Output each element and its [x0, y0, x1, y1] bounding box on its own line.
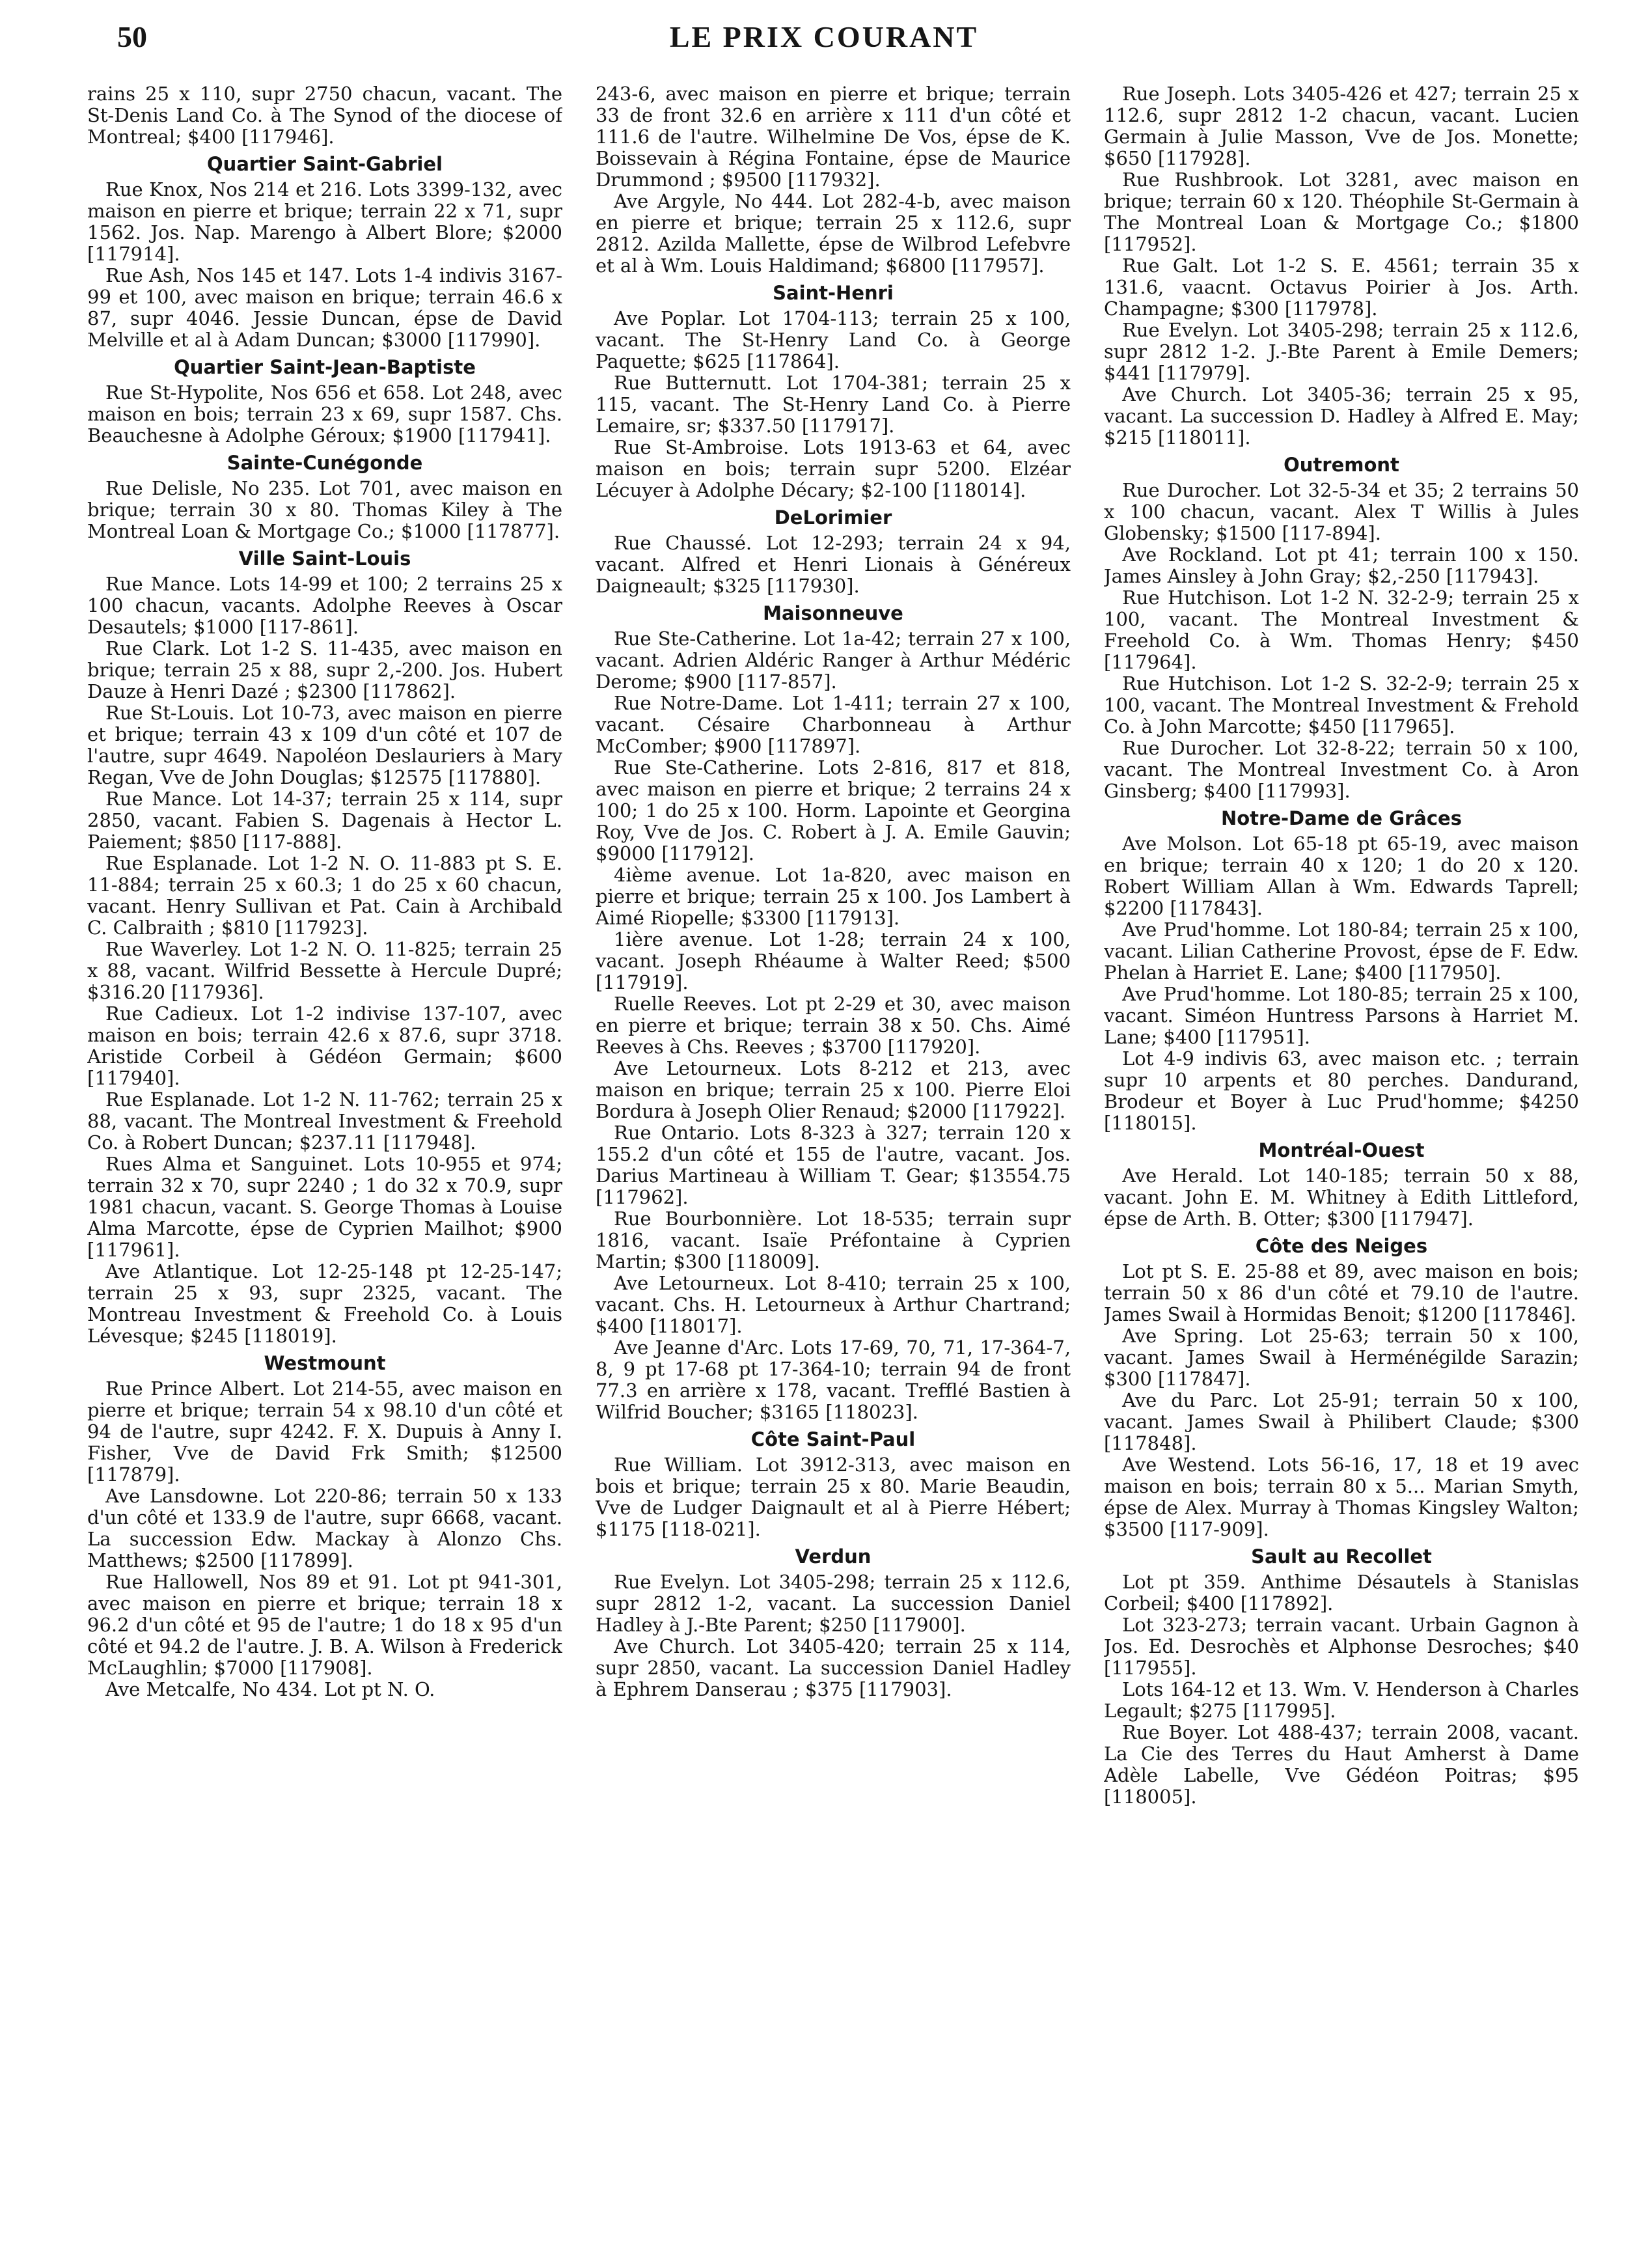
property-entry: Rue William. Lot 3912-313, avec maison en bois et brique; terrain 25 x 80. Marie Beaudin, Vve de Ludger Daignault et al à Pierre Hébert; $1175 [118-021].: [596, 1454, 1071, 1540]
property-entry: Ave Lansdowne. Lot 220-86; terrain 50 x 133 d'un côté et 133.9 de l'autre, supr 6668, vacant. La succession Edw. Mackay à Alonzo Chs. Matthews; $2500 [117899].: [87, 1485, 562, 1571]
continued-entry: rains 25 x 110, supr 2750 chacun, vacant. The St-Denis Land Co. à The Synod of the diocese of Montreal; $400 [117946].: [87, 83, 562, 148]
column-2: [596, 83, 1071, 2251]
property-entry: Rue Clark. Lot 1-2 S. 11-435, avec maison en brique; terrain 25 x 88, supr 2,-200. Jos. Hubert Dauze à Henri Dazé ; $2300 [117862].: [87, 637, 562, 702]
property-entry: 4ième avenue. Lot 1a-820, avec maison en pierre et brique; terrain 25 x 100. Jos Lambert à Aimé Riopelle; $3300 [117913].: [596, 864, 1071, 929]
property-entry: Rue St-Hypolite, Nos 656 et 658. Lot 248, avec maison en bois; terrain 23 x 69, supr 1587. Chs. Beauchesne à Adolphe Géroux; $1900 [117941].: [87, 381, 562, 447]
property-entry: Rue Chaussé. Lot 12-293; terrain 24 x 94, vacant. Alfred et Henri Lionais à Généreux Daigneault; $325 [117930].: [596, 532, 1071, 597]
property-entry: Ave Molson. Lot 65-18 pt 65-19, avec maison en brique; terrain 40 x 120; 1 do 20 x 120. Robert William Allan à Wm. Edwards Taprell; $2200 [117843].: [1104, 833, 1579, 919]
property-entry: Rue Boyer. Lot 488-437; terrain 2008, vacant. La Cie des Terres du Haut Amherst à Dame Adèle Labelle, Vve Gédéon Poitras; $95 [118005].: [1104, 1721, 1579, 1808]
property-entry: Rue Esplanade. Lot 1-2 N. O. 11-883 pt S. E. 11-884; terrain 25 x 60.3; 1 do 25 x 60 chacun, vacant. Henry Sullivan et Pat. Cain à Archibald C. Calbraith ; $810 [117923].: [87, 852, 562, 939]
section-heading: Quartier Saint-Jean-Baptiste: [174, 356, 476, 378]
property-entry: Ave Metcalfe, No 434. Lot pt N. O.: [105, 1678, 435, 1700]
page-number: 50: [117, 20, 147, 53]
property-entry: Rue Hutchison. Lot 1-2 N. 32-2-9; terrain 25 x 100, vacant. The Montreal Investment & Freehold Co. à Wm. Thomas Henry; $450 [117964].: [1104, 587, 1579, 673]
section-heading: Quartier Saint-Gabriel: [207, 153, 443, 175]
column-3: [1104, 83, 1579, 2251]
property-entry: Rues Alma et Sanguinet. Lots 10-955 et 974; terrain 32 x 70, supr 2240 ; 1 do 32 x 70.9, supr 1981 chacun, vacant. S. George Thomas à Louise Alma Marcotte, épse de Cyprien Mailhot; $900 [117961].: [87, 1153, 562, 1261]
property-entry: Rue Waverley. Lot 1-2 N. O. 11-825; terrain 25 x 88, vacant. Wilfrid Bessette à Hercule Dupré; $316.20 [117936].: [87, 938, 562, 1003]
property-entry: Lot 323-273; terrain vacant. Urbain Gagnon à Jos. Ed. Desrochès et Alphonse Desroches; $40 [117955].: [1104, 1614, 1579, 1679]
property-entry: Rue Cadieux. Lot 1-2 indivise 137-107, avec maison en bois; terrain 42.6 x 87.6, supr 3718. Aristide Corbeil à Gédéon Germain; $600 [117940].: [87, 1003, 562, 1089]
property-entry: Rue Ontario. Lots 8-323 à 327; terrain 120 x 155.2 d'un côté et 155 de l'autre, vacant. Jos. Darius Martineau à William T. Gear; $13554.75 [117962].: [596, 1122, 1071, 1208]
section-heading: DeLorimier: [774, 506, 892, 529]
property-entry: Ave du Parc. Lot 25-91; terrain 50 x 100, vacant. James Swail à Philibert Claude; $300 [117848].: [1104, 1389, 1579, 1454]
property-entry: Ave Argyle, No 444. Lot 282-4-b, avec maison en pierre et brique; terrain 25 x 112.6, supr 2812. Azilda Mallette, épse de Wilbrod Lefebvre et al à Wm. Louis Haldimand; $6800 [117957].: [596, 190, 1071, 277]
section-heading: Sainte-Cunégonde: [227, 452, 423, 474]
property-entry: Ruelle Reeves. Lot pt 2-29 et 30, avec maison en pierre et brique; terrain 38 x 50. Chs. Aimé Reeves à Chs. Reeves ; $3700 [117920].: [596, 993, 1071, 1058]
section-heading: Outremont: [1284, 454, 1399, 476]
property-entry: Rue Evelyn. Lot 3405-298; terrain 25 x 112.6, supr 2812 1-2. J.-Bte Parent à Emile Demers; $441 [117979].: [1104, 319, 1579, 384]
property-entry: Rue Durocher. Lot 32-8-22; terrain 50 x 100, vacant. The Montreal Investment Co. à Aron Ginsberg; $400 [117993].: [1104, 737, 1579, 802]
section-heading: Côte des Neiges: [1255, 1235, 1428, 1257]
journal-title: LE PRIX COURANT: [669, 20, 979, 53]
property-entry: Rue Joseph. Lots 3405-426 et 427; terrain 25 x 112.6, supr 2812 1-2 chacun, vacant. Lucien Germain à Julie Masson, Vve de Jos. Monette; $650 [117928].: [1104, 83, 1579, 169]
property-entry: Ave Spring. Lot 25-63; terrain 50 x 100, vacant. James Swail à Herménégilde Sarazin; $300 [117847].: [1104, 1325, 1579, 1390]
property-entry: Rue Mance. Lots 14-99 et 100; 2 terrains 25 x 100 chacun, vacants. Adolphe Reeves à Oscar Desautels; $1000 [117-861].: [87, 573, 562, 638]
property-entry: Rue Notre-Dame. Lot 1-411; terrain 27 x 100, vacant. Césaire Charbonneau à Arthur McComber; $900 [117897].: [596, 692, 1071, 757]
section-heading: Saint-Henri: [773, 282, 894, 304]
property-entry: Rue Hallowell, Nos 89 et 91. Lot pt 941-301, avec maison en pierre et brique; terrain 18 x 96.2 d'un côté et 95 de l'autre; 1 do 18 x 95 d'un côté et 94.2 de l'autre. J. B. A. Wilson à Frederick McLaughlin; $7000 [117908].: [87, 1571, 562, 1679]
section-heading: Montréal-Ouest: [1258, 1139, 1425, 1161]
property-entry: Ave Atlantique. Lot 12-25-148 pt 12-25-147; terrain 25 x 93, supr 2325, vacant. The Montreau Investment & Freehold Co. à Louis Lévesque; $245 [118019].: [87, 1260, 562, 1347]
text-columns: [87, 83, 1578, 2251]
property-entry: Rue Prince Albert. Lot 214-55, avec maison en pierre et brique; terrain 54 x 98.10 d'un côté et 94 de l'autre, supr 4242. F. X. Dupuis à Anny I. Fisher, Vve de David Frk Smith; $12500 [117879].: [87, 1377, 562, 1486]
property-entry: Rue St-Ambroise. Lots 1913-63 et 64, avec maison en bois; terrain supr 5200. Elzéar Lécuyer à Adolphe Décary; $2-100 [118014].: [596, 436, 1071, 501]
property-entry: Ave Rockland. Lot pt 41; terrain 100 x 150. James Ainsley à John Gray; $2,-250 [117943].: [1104, 544, 1579, 587]
property-entry: Rue Hutchison. Lot 1-2 S. 32-2-9; terrain 25 x 100, vacant. The Montreal Investment & Frehold Co. à John Marcotte; $450 [117965].: [1104, 672, 1579, 738]
property-entry: Lots 164-12 et 13. Wm. V. Henderson à Charles Legault; $275 [117995].: [1104, 1678, 1579, 1722]
property-entry: Ave Jeanne d'Arc. Lots 17-69, 70, 71, 17-364-7, 8, 9 pt 17-68 pt 17-364-10; terrain 94 de front 77.3 en arrière x 178, vacant. Trefflé Bastien à Wilfrid Boucher; $3165 [118023].: [596, 1336, 1071, 1423]
continued-entry: 243-6, avec maison en pierre et brique; terrain 33 de front 32.6 en arrière x 111 d'un côté et 111.6 de l'autre. Wilhelmine De Vos, épse de K. Boissevain à Régina Fontaine, épse de Maurice Drummond ; $9500 [117932].: [596, 83, 1071, 191]
property-entry: Ave Prud'homme. Lot 180-84; terrain 25 x 100, vacant. Lilian Catherine Provost, épse de F. Edw. Phelan à Harriet E. Lane; $400 [117950].: [1104, 919, 1579, 984]
property-entry: Rue Ash, Nos 145 et 147. Lots 1-4 indivis 3167-99 et 100, avec maison en brique; terrain 46.6 x 87, supr 4046. Jessie Duncan, épse de David Melville et al à Adam Duncan; $3000 [117990].: [87, 264, 562, 351]
property-entry: Lot pt 359. Anthime Désautels à Stanislas Corbeil; $400 [117892].: [1104, 1571, 1579, 1614]
page-header: [117, 20, 1531, 56]
property-entry: Rue Mance. Lot 14-37; terrain 25 x 114, supr 2850, vacant. Fabien S. Dagenais à Hector L. Paiement; $850 [117-888].: [87, 788, 562, 853]
property-entry: Rue Evelyn. Lot 3405-298; terrain 25 x 112.6, supr 2812 1-2, vacant. La succession Daniel Hadley à J.-Bte Parent; $250 [117900].: [596, 1571, 1071, 1636]
property-entry: Ave Letourneux. Lot 8-410; terrain 25 x 100, vacant. Chs. H. Letourneux à Arthur Chartrand; $400 [118017].: [596, 1272, 1071, 1337]
section-heading: Westmount: [264, 1352, 386, 1374]
property-entry: Rue Ste-Catherine. Lots 2-816, 817 et 818, avec maison en pierre et brique; 2 terrains 24 x 100; 1 do 25 x 100. Horm. Lapointe et Georgina Roy, Vve de Jos. C. Robert à J. A. Emile Gauvin; $9000 [117912].: [596, 756, 1071, 864]
section-heading: Verdun: [795, 1545, 872, 1568]
property-entry: Lot 4-9 indivis 63, avec maison etc. ; terrain supr 10 arpents et 80 perches. Dandurand, Brodeur et Boyer à Luc Prud'homme; $4250 [118015].: [1104, 1047, 1579, 1134]
property-entry: Ave Church. Lot 3405-420; terrain 25 x 114, supr 2850, vacant. La succession Daniel Hadley à Ephrem Danserau ; $375 [117903].: [596, 1635, 1071, 1700]
property-entry: Rue Delisle, No 235. Lot 701, avec maison en brique; terrain 30 x 80. Thomas Kiley à The Montreal Loan & Mortgage Co.; $1000 [117877].: [87, 477, 562, 542]
property-entry: Rue Durocher. Lot 32-5-34 et 35; 2 terrains 50 x 100 chacun, vacant. Alex T Willis à Jules Globensky; $1500 [117-894].: [1104, 479, 1579, 544]
property-entry: Ave Poplar. Lot 1704-113; terrain 25 x 100, vacant. The St-Henry Land Co. à George Paquette; $625 [117864].: [596, 307, 1071, 372]
property-entry: Rue Galt. Lot 1-2 S. E. 4561; terrain 35 x 131.6, vaacnt. Octavus Poirier à Jos. Arth. Champagne; $300 [117978].: [1104, 255, 1579, 320]
property-entry: Rue Ste-Catherine. Lot 1a-42; terrain 27 x 100, vacant. Adrien Aldéric Ranger à Arthur Médéric Derome; $900 [117-857].: [596, 628, 1071, 693]
section-heading: Notre-Dame de Grâces: [1220, 807, 1462, 829]
property-entry: Rue Rushbrook. Lot 3281, avec maison en brique; terrain 60 x 120. Théophile St-Germain à The Montreal Loan & Mortgage Co.; $1800 [117952].: [1104, 169, 1579, 255]
section-heading: Côte Saint-Paul: [750, 1428, 916, 1450]
section-heading: Maisonneuve: [763, 602, 903, 624]
section-heading: Ville Saint-Louis: [238, 547, 411, 570]
property-entry: Rue Butternutt. Lot 1704-381; terrain 25 x 115, vacant. The St-Henry Land Co. à Pierre Lemaire, sr; $337.50 [117917].: [596, 372, 1071, 437]
property-entry: Ave Letourneux. Lots 8-212 et 213, avec maison en brique; terrain 25 x 100. Pierre Eloi Bordura à Joseph Olier Renaud; $2000 [117922].: [596, 1057, 1071, 1122]
column-1: [87, 83, 562, 2251]
property-entry: Ave Prud'homme. Lot 180-85; terrain 25 x 100, vacant. Siméon Huntress Parsons à Harriet M. Lane; $400 [117951].: [1104, 983, 1579, 1048]
property-entry: Lot pt S. E. 25-88 et 89, avec maison en bois; terrain 50 x 86 d'un côté et 79.10 de l'autre. James Swail à Hormidas Benoit; $1200 [117846].: [1104, 1260, 1579, 1325]
property-entry: Rue Bourbonnière. Lot 18-535; terrain supr 1816, vacant. Isaïe Préfontaine à Cyprien Martin; $300 [118009].: [596, 1208, 1071, 1273]
property-entry: Rue Knox, Nos 214 et 216. Lots 3399-132, avec maison en pierre et brique; terrain 22 x 71, supr 1562. Jos. Nap. Marengo à Albert Blore; $2000 [117914].: [87, 178, 562, 265]
property-entry: Ave Westend. Lots 56-16, 17, 18 et 19 avec maison en bois; terrain 80 x 5... Marian Smyth, épse de Alex. Murray à Thomas Kingsley Walton; $3500 [117-909].: [1104, 1454, 1579, 1540]
property-entry: 1ière avenue. Lot 1-28; terrain 24 x 100, vacant. Joseph Rhéaume à Walter Reed; $500 [117919].: [596, 928, 1071, 993]
property-entry: Ave Church. Lot 3405-36; terrain 25 x 95, vacant. La succession D. Hadley à Alfred E. May; $215 [118011].: [1104, 383, 1579, 449]
property-entry: Rue St-Louis. Lot 10-73, avec maison en pierre et brique; terrain 43 x 109 d'un côté et 107 de l'autre, supr 4649. Napoléon Deslauriers à Mary Regan, Vve de John Douglas; $12575 [117880].: [87, 702, 562, 788]
property-entry: Ave Herald. Lot 140-185; terrain 50 x 88, vacant. John E. M. Whitney à Edith Littleford, épse de Arth. B. Otter; $300 [117947].: [1104, 1165, 1579, 1230]
property-entry: Rue Esplanade. Lot 1-2 N. 11-762; terrain 25 x 88, vacant. The Montreal Investment & Freehold Co. à Robert Duncan; $237.11 [117948].: [87, 1088, 562, 1154]
section-heading: Sault au Recollet: [1251, 1545, 1432, 1568]
